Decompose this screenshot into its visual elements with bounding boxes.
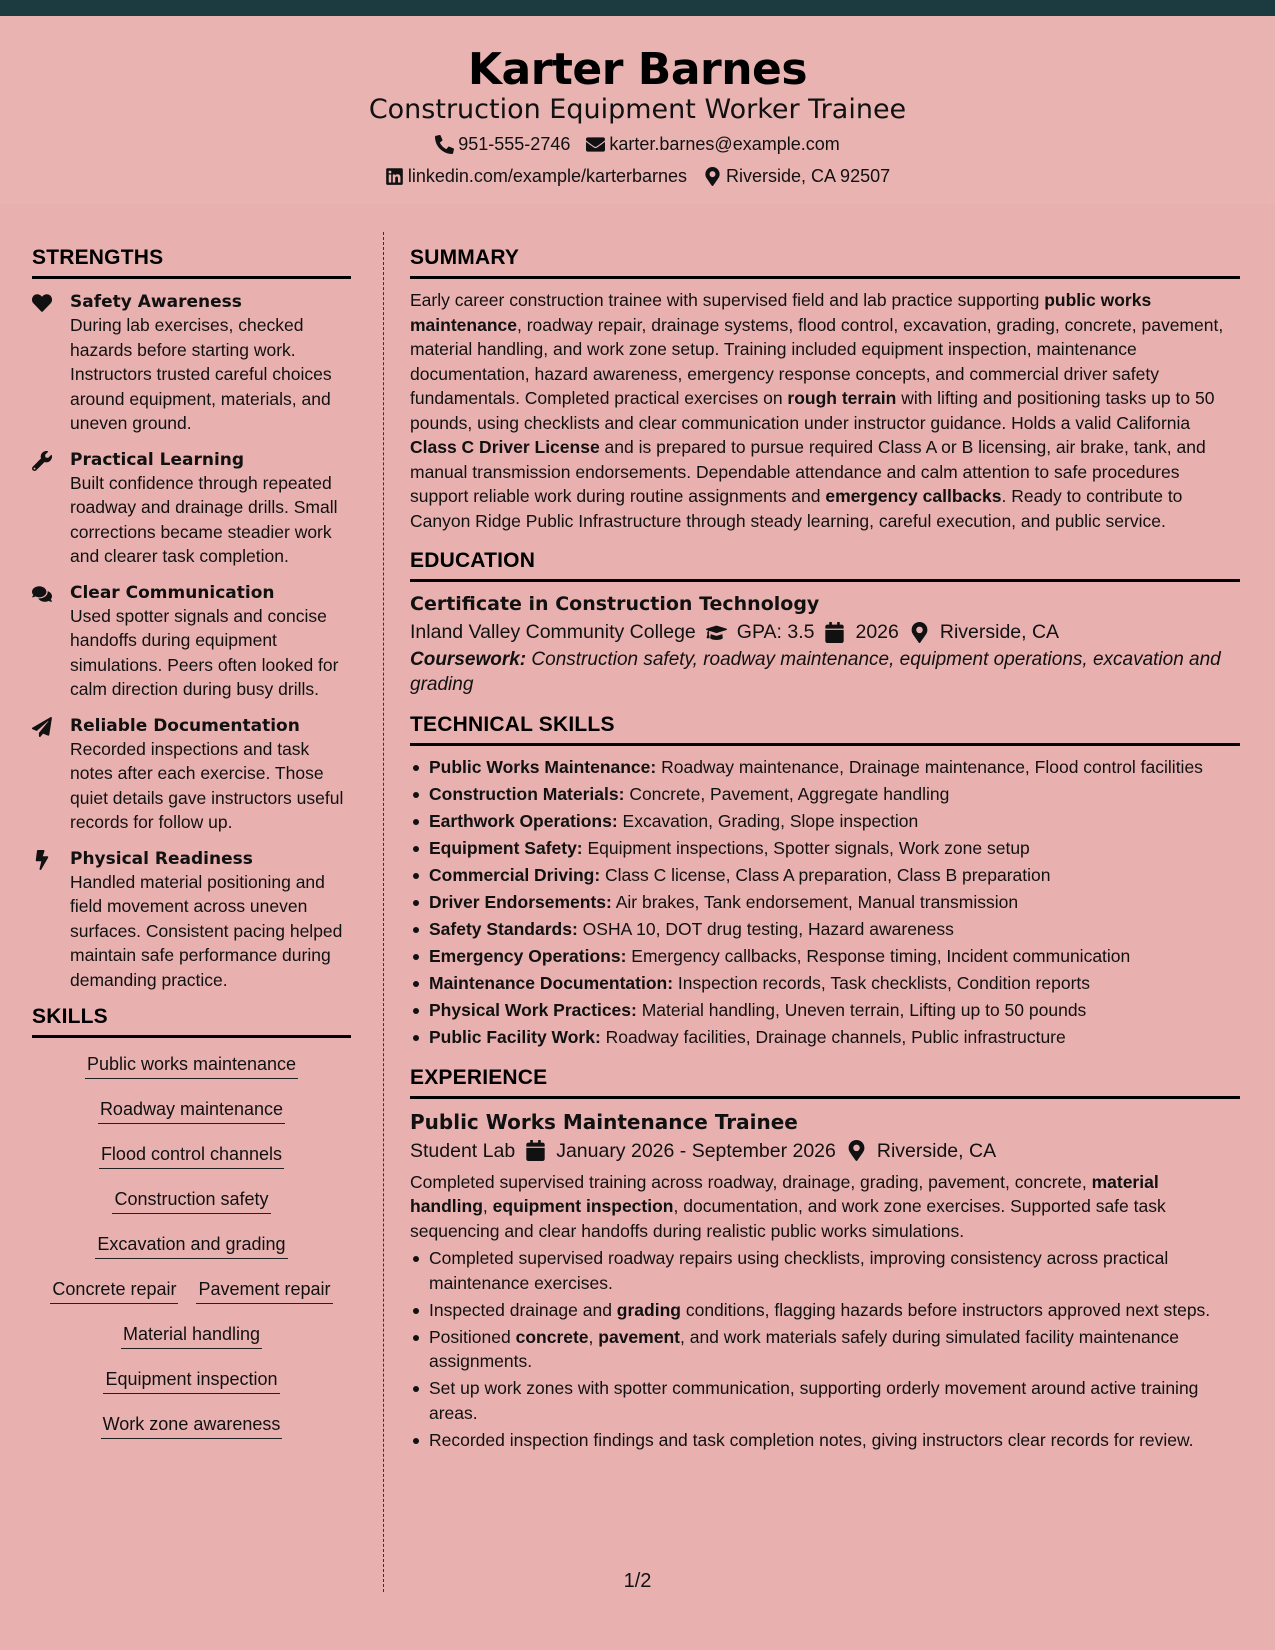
phone-text: 951-555-2746 [458,134,571,154]
contact-row-2 [0,166,1275,187]
summary-section [410,246,1240,533]
list-item: Emergency Operations: Emergency callbacks, Response timing, Incident communication [410,944,1240,969]
resume-header [0,16,1275,204]
paper-plane-icon [32,717,52,737]
strength-name: Safety Awareness [70,292,242,312]
linkedin-icon [385,167,404,186]
candidate-name: Karter Barnes [467,44,808,95]
job-bullets [410,1246,1240,1452]
coursework-text: Coursework: Construction safety, roadway maintenance, equipment operations, excavation and grading [410,649,1221,695]
skills-heading: SKILLS [32,1005,351,1038]
strength-description: Handled material positioning and field movement across uneven surfaces. Consistent pacing helped maintain safe performance during demanding practice. [70,871,343,990]
skill-tag: Pavement repair [196,1277,332,1304]
skill-tag: Concrete repair [50,1277,178,1304]
summary-text: Early career construction trainee with supervised field and lab practice supporting public works maintenance, roadway repair, drainage systems, flood control, excavation, grading, concrete, pavement, material handling, and work zone setup. Training included equipment inspection, maintenance documentation, hazard awareness, emergency response concepts, and commercial driver safety fundamentals. Completed practical exercises on rough terrain with lifting and positioning tasks up to 50 pounds, using checklists and clear communication under instructor guidance. Holds a valid California Class C Driver License and is prepared to pursue required Class A or B licensing, air brake, tank, and manual transmission endorsements. Dependable attendance and calm attention to safe procedures support reliable work during routine assignments and emergency callbacks. Ready to contribute to Canyon Ridge Public Infrastructure through steady learning, careful execution, and public service. [410,290,1224,531]
location-contact [703,166,890,187]
list-item: Earthwork Operations: Excavation, Grading, Slope inspection [410,809,1240,834]
list-item: Set up work zones with spotter communication, supporting orderly movement around active training areas. [410,1376,1240,1425]
strengths-heading: STRENGTHS [32,246,351,279]
skills-section [32,1005,351,1439]
strength-name: Physical Readiness [70,848,253,869]
experience-section [410,1066,1240,1453]
map-marker-icon [909,622,930,643]
organization-name: Student Lab [410,1139,516,1162]
email-text: karter.barnes@example.com [609,134,840,154]
skills-list [32,1050,351,1439]
list-item: Physical Work Practices: Material handling, Uneven terrain, Lifting up to 50 pounds [410,998,1240,1023]
graduation-cap-icon [706,622,727,643]
list-item: Positioned concrete, pavement, and work materials safely during simulated facility maintenance assignments. [410,1325,1240,1374]
degree-title: Certificate in Construction Technology [410,593,820,615]
list-item: Recorded inspection findings and task completion notes, giving instructors clear records for review. [410,1428,1240,1453]
technical-skills-list [410,755,1240,1050]
strength-description: Used spotter signals and concise handoffs during equipment simulations. Peers often looked for calm direction during busy drills. [70,605,339,699]
map-marker-icon [846,1140,867,1161]
strength-name: Reliable Documentation [70,715,300,736]
list-item: Construction Materials: Concrete, Pavement, Aggregate handling [410,782,1240,807]
strength-item [32,291,351,436]
right-column [410,246,1240,1468]
linkedin-contact[interactable] [385,166,687,187]
strength-item [32,848,351,993]
gpa-text: GPA: 3.5 [736,621,815,643]
summary-heading: SUMMARY [410,246,1240,279]
school-name: Inland Valley Community College [410,621,696,643]
heart-icon [32,293,52,313]
skill-tag: Excavation and grading [95,1232,287,1259]
phone-icon [435,135,454,154]
wrench-icon [32,451,52,471]
email-contact[interactable] [586,134,839,155]
contact-row-1 [0,134,1275,155]
envelope-icon [586,135,605,154]
job-intro: Completed supervised training across roadway, drainage, grading, pavement, concrete, material handling, equipment inspection, documentation, and work zone exercises. Supported safe task sequencing and clear handoffs during realistic public works simulations. [410,1171,1166,1241]
strength-description: Recorded inspections and task notes after each exercise. Those quiet details gave instructors useful records for follow up. [70,738,344,832]
list-item: Inspected drainage and grading conditions, flagging hazards before instructors approved next steps. [410,1298,1240,1323]
list-item: Maintenance Documentation: Inspection records, Task checklists, Condition reports [410,971,1240,996]
phone-contact [435,134,570,155]
strength-name: Practical Learning [70,449,245,470]
skill-tag: Equipment inspection [103,1367,279,1394]
skill-tag: Public works maintenance [85,1052,298,1079]
linkedin-text: linkedin.com/example/karterbarnes [407,166,688,186]
page-number: 1/2 [623,1570,652,1592]
job-meta [410,1136,1240,1166]
location-text: Riverside, CA 92507 [726,166,891,186]
list-item: Driver Endorsements: Air brakes, Tank endorsement, Manual transmission [410,890,1240,915]
strength-item [32,449,351,569]
map-marker-icon [703,167,722,186]
job-dates: January 2026 - September 2026 [556,1139,836,1162]
experience-heading: EXPERIENCE [410,1066,1240,1099]
skill-tag: Work zone awareness [101,1412,283,1439]
calendar-icon [824,622,845,643]
skill-tag: Material handling [121,1322,262,1349]
top-accent-bar [0,0,1275,16]
list-item: Equipment Safety: Equipment inspections, Spotter signals, Work zone setup [410,836,1240,861]
list-item: Completed supervised roadway repairs using checklists, improving consistency across practical maintenance exercises. [410,1246,1240,1295]
bolt-icon [32,850,52,870]
list-item: Public Facility Work: Roadway facilities, Drainage channels, Public infrastructure [410,1025,1240,1050]
list-item: Safety Standards: OSHA 10, DOT drug testing, Hazard awareness [410,917,1240,942]
education-heading: EDUCATION [410,549,1240,582]
comments-icon [32,584,52,604]
strength-name: Clear Communication [70,582,275,603]
candidate-title: Construction Equipment Worker Trainee [368,94,907,125]
education-section [410,549,1240,697]
list-item: Commercial Driving: Class C license, Class A preparation, Class B preparation [410,863,1240,888]
skill-tag: Roadway maintenance [98,1097,285,1124]
school-location: Riverside, CA [939,621,1060,643]
technical-skills-section [410,713,1240,1050]
job-title: Public Works Maintenance Trainee [410,1109,798,1134]
column-divider [383,232,384,1592]
list-item: Public Works Maintenance: Roadway maintenance, Drainage maintenance, Flood control facilities [410,755,1240,780]
strength-description: During lab exercises, checked hazards before starting work. Instructors trusted careful choices around equipment, materials, and uneven ground. [70,315,332,433]
skill-tag: Flood control channels [99,1142,284,1169]
job-location: Riverside, CA [876,1139,997,1162]
strength-item [32,582,351,702]
technical-skills-heading: TECHNICAL SKILLS [410,713,1240,746]
skill-tag: Construction safety [112,1187,270,1214]
calendar-icon [525,1140,546,1161]
education-meta [410,617,1240,647]
left-column [32,246,351,1457]
graduation-year: 2026 [855,621,899,643]
strength-description: Built confidence through repeated roadway and drainage drills. Small corrections became steadier work and clearer task completion. [70,472,338,566]
strength-item [32,715,351,835]
